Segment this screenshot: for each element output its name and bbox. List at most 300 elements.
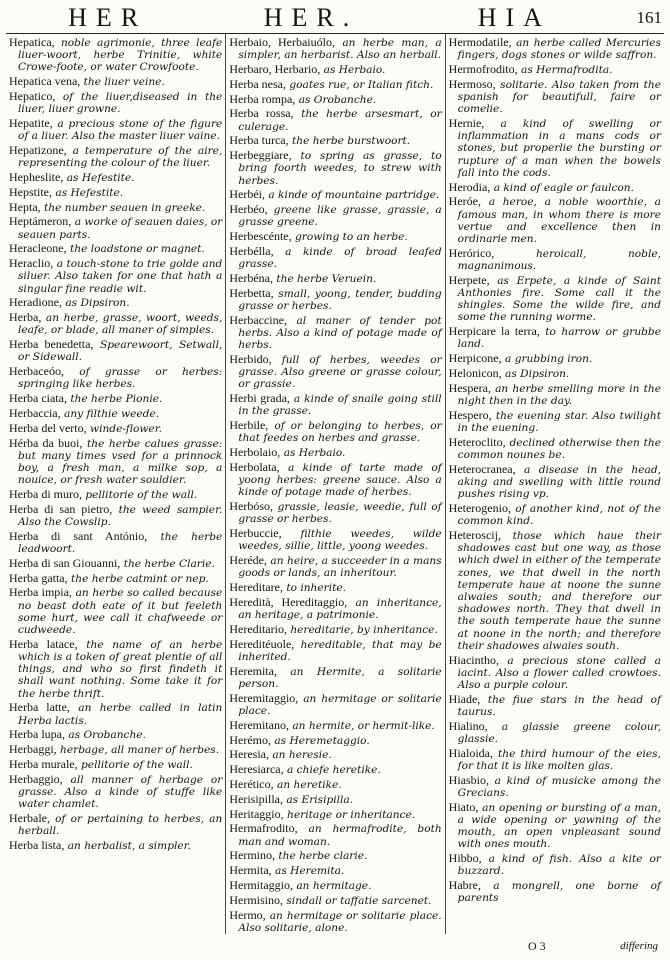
entry-definition: winde-flower. [90,422,162,435]
dictionary-entry [449,774,661,799]
entry-definition: an heire, a succeeder in a mans goods or lands, an inheritour. [238,555,442,580]
entry-headword: Hernie, [448,116,485,130]
entry-headword: Herpicare la terra, [448,324,540,339]
dictionary-entry [9,242,222,255]
entry-definition: as Herbaio. [283,447,346,460]
entry-headword: Hermodatile, [448,35,512,49]
dictionary-entry [9,638,222,700]
entry-definition: the herbe burstwoort. [292,135,411,148]
dictionary-entry [9,530,222,555]
entry-definition: an inheritance, an heritage, a patrimonie. [238,596,442,622]
dictionary-entry [449,720,661,745]
dictionary-entry [229,734,441,747]
entry-definition: the fiue stars in the head of taurus. [457,693,661,719]
entry-definition: solitarie. Also taken from the spanish for beautifull, faire or comelie. [457,78,661,116]
entry-definition: as Erpete, a kinde of Saint Anthonies fire. Some call it the shingles. Some the wilde fire, and some the running worme. [457,274,661,324]
entry-headword: Herba di san pietro, [9,501,113,516]
entry-headword: Hepta, [9,199,41,214]
dictionary-entry [229,554,441,579]
dictionary-entry [229,500,441,525]
entry-definition: a glassie greene colour, glassie. [457,720,661,746]
dictionary-entry [449,502,661,527]
entry-definition: a kind of musicke among the Grecians. [457,774,661,800]
entry-definition: an hermite, or hermit-like. [292,719,435,732]
entry-definition: the weed sampier. Also the Cowslip. [18,503,223,528]
entry-headword: Hiacintho, [448,652,499,667]
entry-headword: Hespera, [448,380,491,395]
dictionary-entry [229,419,441,444]
column-3 [445,34,664,934]
entry-headword: Herba di san Giouanni, [9,555,121,570]
entry-headword: Herba del verto, [9,420,87,435]
dictionary-entry [449,436,661,461]
entry-definition: a kinde of snaile going still in the grasse. [238,393,442,418]
entry-headword: Herba rossa, [229,106,294,121]
entry-headword: Herórico, [448,245,495,260]
dictionary-entry [9,503,222,528]
entry-headword: Heresiarca, [229,762,284,777]
dictionary-entry [9,144,222,169]
dictionary-entry [9,773,222,811]
dictionary-entry [9,437,222,487]
entry-definition: the liuer veine. [83,76,165,89]
dictionary-entry [229,692,441,717]
dictionary-entry [449,654,661,692]
entry-definition: as Hefestite. [55,186,124,199]
entry-headword: Heróe, [448,194,481,209]
entry-headword: Hiato, [448,799,479,814]
entry-definition: an heretike. [277,778,342,791]
entry-definition: to harrow or grubbe land. [457,326,661,351]
dictionary-entry [229,822,441,847]
entry-headword: Herbaceóo, [9,364,64,379]
entry-headword: Heremitano, [229,717,289,732]
entry-headword: Herisipilla, [229,791,283,806]
entry-definition: to inherite. [286,582,346,595]
dictionary-entry [449,274,661,324]
entry-headword: Herbaio, Herbaiuólo, [229,35,335,49]
entry-headword: Heteroclito, [448,434,506,449]
entry-definition: as Orobanche. [68,729,146,742]
entry-definition: an hermitage or solitarie place. Also solitarie, alone. [238,909,442,934]
entry-headword: Heremita, [229,663,277,678]
dictionary-entry [229,808,441,821]
entry-definition: growing to an herbe. [295,231,408,244]
entry-headword: Herbaggi, [9,742,57,757]
entry-headword: Hereditario, [229,621,287,636]
entry-headword: Hiade, [448,691,481,706]
entry-headword: Herbélla, [229,243,274,258]
dictionary-entry [449,78,661,116]
entry-definition: the number seauen in greeke. [44,201,206,214]
entry-headword: Hermo, [229,907,266,922]
column-1 [6,34,225,934]
entry-headword: Hermita, [229,863,272,878]
entry-headword: Herbeggiare, [229,148,292,163]
entry-definition: heroicall, noble, magnanimous. [457,247,661,273]
dictionary-entry [9,338,222,363]
entry-headword: Heremitaggio, [229,690,299,705]
entry-definition: an herbe called Mercuries fingers, dogs stones or wilde saffron. [457,37,661,62]
entry-definition: an herbe so called because no beast doth eate of it but feeleth some hurt, wee call it chafweede or cudweede. [18,587,223,636]
dictionary-entry [229,134,441,147]
entry-headword: Hermisino, [229,892,283,907]
dictionary-entry [449,529,661,652]
dictionary-entry [9,201,222,214]
dictionary-entry [449,693,661,718]
entry-headword: Hérba da buoi, [9,435,83,450]
entry-definition: all manner of herbage or grasse. Also a kinde of stuffe like water chamlet. [18,773,223,811]
dictionary-entry [449,747,661,772]
header-right-word: HIA [477,3,551,32]
dictionary-entry [9,407,222,420]
dictionary-entry [449,195,661,245]
entry-definition: filthie weedes, wilde weedes, sillie, little, yoong weedes. [238,528,442,553]
entry-definition: as Heremetaggio. [274,734,370,747]
dictionary-entry [9,296,222,309]
page-number: 161 [636,8,662,27]
entry-definition: the herbe Veruein. [276,272,377,285]
entry-headword: Herpicone, [448,351,502,366]
entry-headword: Hialino, [448,718,488,733]
entry-headword: Heterogenio, [448,501,511,516]
dictionary-entry [229,596,441,621]
entry-definition: the herbe Clarie. [123,557,215,570]
entry-definition: a temperature of the aire, representing the colour of the liuer. [18,145,223,170]
entry-headword: Herbéo, [229,202,268,217]
dictionary-entry [229,78,441,91]
catchword: differing [620,940,658,952]
entry-definition: an herbe, grasse, woort, weeds, leafe, or blade, all maner of simples. [18,312,223,337]
entry-definition: of another kind, not of the common kind. [457,503,661,528]
dictionary-entry [229,665,441,690]
dictionary-entry [9,171,222,184]
dictionary-entry [229,864,441,877]
dictionary-entry [229,909,441,934]
entry-headword: Habre, [448,878,481,893]
entry-headword: Herbetta, [229,285,274,300]
entry-headword: Herba rompa, [229,91,296,106]
dictionary-entry [9,117,222,142]
entry-headword: Herbaro, Herbario, [229,62,321,76]
entry-definition: goates rue, or Italian fitch. [289,78,434,91]
entry-headword: Herba di muro, [9,486,82,501]
entry-headword: Heredità, Hereditaggio, [229,594,348,609]
entry-definition: the herbe calues grasse: but many times vsed for a prinnock boy, a fresh man, a milke sop, a nouice, or fresh water souldier. [18,437,223,487]
entry-definition: full of herbes, weedes or grasse. Also greene or grasse colour, or grassie. [238,353,442,391]
dictionary-entry [229,719,441,732]
entry-headword: Heritaggio, [229,806,284,821]
entry-definition: an heresie. [272,749,332,762]
entry-definition: as Heremita. [275,865,345,878]
entry-definition: a touch-stone to trie golde and siluer. Also taken for one that hath a singular fine readie wit. [18,258,223,295]
dictionary-entry [229,314,441,352]
entry-headword: Herodia, [448,179,491,194]
entry-headword: Herbi grada, [229,391,290,406]
entry-definition: a kind of swelling or inflammation in a mans cods or stones, but properlie the bursting or rupture of a man when the bowels fall into the cods. [457,118,661,179]
entry-headword: Hepatite, [9,116,53,130]
dictionary-entry [449,247,661,272]
entry-definition: as Erisipilla. [286,793,354,806]
entry-definition: of the liuer,diseased in the liuer, liuer growne. [18,91,223,116]
dictionary-entry [229,272,441,285]
dictionary-entry [449,63,661,76]
entry-headword: Herba lupa, [9,727,65,742]
dictionary-entry [9,701,222,726]
entry-definition: hereditarie, by inheritance. [290,623,438,636]
dictionary-entry [229,230,441,243]
entry-definition: an hermitage or solitarie place. [238,692,442,717]
dictionary-entry [229,245,441,270]
dictionary-entry [229,392,441,417]
page-footer [0,936,670,956]
entry-definition: an herbalist, a simpler. [67,839,191,852]
dictionary-entry [229,879,441,892]
entry-definition: a disease in the head, aking and swelling with little round pushes rising vp. [457,463,661,501]
entry-headword: Herémo, [229,732,271,747]
entry-headword: Heterocranea, [448,461,516,476]
entry-definition: of or pertaining to herbes, an herball. [18,812,223,838]
entry-headword: Herba turca, [229,133,289,148]
dictionary-entry [229,778,441,791]
entry-definition: as Herbaio. [323,64,386,76]
entry-definition: a grubbing iron. [505,353,593,366]
dictionary-entry [449,117,661,179]
entry-definition: a kinde of mountaine partridge. [268,189,440,202]
dictionary-entry [229,188,441,201]
dictionary-entry [9,812,222,837]
entry-definition: as Hefestite. [66,172,135,184]
entry-definition: of or belonging to herbes, or that feedes on herbes and grasse. [238,420,442,445]
entry-headword: Heptámeron, [9,214,72,229]
entry-headword: Herbolaio, [229,445,281,460]
entry-definition: the third humour of the eies, for that it is like molten glas. [457,747,661,773]
entry-definition: the euening star. Also twilight in the euening. [457,409,661,435]
entry-headword: Herbale, [9,810,50,825]
entry-headword: Herbéna, [229,270,273,285]
entry-headword: Hereditéuole, [229,636,295,651]
dictionary-entry [9,572,222,585]
dictionary-entry [449,36,661,61]
dictionary-entry [9,311,222,336]
dictionary-entry [9,186,222,199]
dictionary-entry [9,215,222,240]
dictionary-entry [449,801,661,851]
entry-headword: Herba di sant António, [9,528,148,543]
dictionary-entry [9,839,222,852]
entry-definition: a mongrell, one borne of parents [457,880,661,905]
dictionary-entry [449,382,661,407]
dictionary-entry [229,849,441,862]
entry-headword: Herba impia, [9,585,72,600]
dictionary-entry [229,748,441,761]
entry-headword: Hermino, [229,848,275,863]
entry-headword: Hespero, [448,407,492,422]
dictionary-entry [449,352,661,365]
entry-definition: a kinde of tarte made of yoong herbes: greene sauce. Also a kinde of potage made of herbes. [238,461,442,499]
entry-headword: Herba lista, [9,837,65,852]
dictionary-entry [229,353,441,391]
entry-headword: Heteroscij, [448,528,501,543]
entry-definition: Spearewoort, Setwall, or Sidewall. [18,339,223,364]
entry-headword: Herba ciata, [9,391,67,406]
entry-headword: Hepatizone, [9,143,67,157]
running-header [6,4,664,34]
entry-definition: an herbe called in latin Herba lactis. [18,702,223,727]
entry-definition: the herbe leadwoort. [18,530,223,555]
entry-headword: Hiasbio, [448,772,489,787]
entry-headword: Herba nesa, [229,76,286,91]
entry-definition: noble agrimonie, three leafe liuer-woort, herbe Trinitie, white Crowe-foote, or water Crowfoote. [18,37,223,74]
dictionary-entry [229,63,441,76]
entry-headword: Herbile, [229,418,269,433]
entry-definition: small, yoong, tender, budding grasse or herbes. [238,287,442,312]
entry-definition: declined otherwise then the common nounes be. [457,436,661,462]
header-left-word: HER [68,3,148,32]
entry-definition: an hermafrodite, both man and woman. [238,823,442,848]
entry-definition: any filthie weede. [64,407,160,420]
entry-headword: Herpete, [448,272,490,287]
dictionary-entry [229,107,441,132]
dictionary-entry [229,36,441,61]
entry-headword: Heradione, [9,295,62,310]
dictionary-entry [449,852,661,877]
dictionary-entry [9,90,222,115]
dictionary-entry [449,879,661,904]
dictionary-entry [9,743,222,756]
dictionary-entry [229,793,441,806]
entry-headword: Herba murale, [9,756,78,771]
entry-definition: a kind of fish. Also a kite or buzzard. [457,853,661,878]
dictionary-entry [229,446,441,459]
dictionary-entry [229,93,441,106]
entry-definition: an herbe man, a simpler, an herbarist. Also an herball. [238,37,442,62]
dictionary-entry [229,894,441,907]
entry-headword: Herético, [229,776,274,791]
entry-definition: al maner of tender pot herbs. Also a kind of potage made of herbs. [238,314,442,352]
dictionary-entry [9,257,222,295]
entry-definition: a precious stone of the figure of a liuer. Also the master liuer vaine. [18,118,223,143]
dictionary-entry [449,325,661,350]
dictionary-entry [9,488,222,501]
entry-headword: Helonicon, [448,366,502,381]
entry-headword: Heraclio, [9,256,54,271]
dictionary-entry [229,623,441,636]
dictionary-entry [229,527,441,552]
entry-headword: Hermoso, [448,76,496,91]
entry-definition: a worke of seauen daies, or seauen parts. [18,216,223,241]
dictionary-entry [9,422,222,435]
entry-definition: grassie, leasie, weedie, full of grasse or herbes. [238,501,442,526]
dictionary-entry [9,36,222,74]
dictionary-entry [229,149,441,187]
entry-definition: an opening or bursting of a man, a wide opening or yawning of the mouth, an open vnpleasant sound with ones mouth. [457,801,661,851]
entry-headword: Herba latte, [9,700,70,715]
entry-headword: Hereditare, [229,580,283,595]
dictionary-entry [9,557,222,570]
dictionary-entry [449,367,661,380]
dictionary-entry [9,728,222,741]
dictionary-entry [449,409,661,434]
entry-definition: heritage or inheritance. [287,808,416,821]
dictionary-entry [229,581,441,594]
entry-headword: Heréde, [229,553,267,568]
dictionary-entry [229,461,441,499]
entry-headword: Herbuccie, [229,526,282,541]
entry-definition: a precious stone called a iacint. Also a flower called crowtoes. Also a purple colour. [457,654,661,692]
entry-headword: Hepatico, [9,89,56,103]
entry-headword: Hepstite, [9,184,52,199]
entry-headword: Hibbo, [448,851,482,866]
entry-definition: a heroe, a noble woorthie, a famous man, in whom there is more vertue and excellence then in ordinarie men. [457,196,661,246]
entry-definition: the herbe arsesmart, or culerage. [238,108,442,133]
dictionary-entry [449,181,661,194]
entry-definition: greene like grasse, grassie, a grasse greene. [238,204,442,229]
entry-headword: Herbescénte, [229,229,292,244]
entry-headword: Herbido, [229,351,272,366]
entry-definition: an herbe smelling more in the night then in the day. [457,382,661,408]
entry-definition: the herbe catmint or nep. [71,572,209,585]
entry-definition: the name of an herbe which is a token of great plentie of all things, and who so first findeth it shall want nothing. Some take it for the herbe thrift. [18,638,223,700]
entry-definition: sindall or taffatie sarcenet. [286,894,432,907]
dictionary-entry [229,203,441,228]
entry-definition: those which haue their shadowes cast but one way, as those which dwel in either of the temperate zones, we that dwell in the north temperate haue at noone the sunne alwaies south; and therefore our shadowes north. They that dwell in the south temperate haue the sunne at noone in the north; and therefore their shadowes alwaies south. [457,530,661,652]
entry-definition: a chiefe heretike. [287,764,381,777]
entry-definition: pellitorie of the wall. [85,488,198,501]
entry-headword: Hialoida, [448,745,493,760]
entry-definition: to spring as grasse, to bring foorth weedes, to strew with herbes. [238,150,442,187]
entry-headword: Herbóso, [229,499,273,514]
header-middle-word: HER. [263,3,359,32]
dictionary-entry [9,75,222,88]
entry-headword: Herba benedetta, [9,337,94,352]
dictionary-entry [9,392,222,405]
signature-mark: O 3 [528,939,546,953]
dictionary-entry [229,638,441,663]
entry-definition: as Hermafrodita. [521,64,613,76]
entry-headword: Herbaggio, [9,771,63,786]
entry-definition: the herbe Pionie. [70,393,163,406]
entry-columns [6,34,664,934]
entry-headword: Herbaccia, [9,405,61,420]
entry-definition: an Hermite, a solitarie person. [238,665,442,690]
entry-definition: the herbe clarie. [278,850,368,863]
entry-headword: Herba latace, [9,636,78,651]
dictionary-entry [9,758,222,771]
entry-definition: as Dipsiron. [505,368,570,381]
entry-headword: Heracleone, [9,241,67,256]
entry-headword: Hepheslite, [9,170,64,184]
entry-headword: Heresia, [229,747,269,762]
dictionary-entry [449,463,661,501]
entry-definition: herbage, all maner of herbes. [60,744,220,757]
entry-headword: Hepatica vena, [9,74,81,89]
dictionary-entry [229,763,441,776]
entry-headword: Hermitaggio, [229,877,293,892]
entry-definition: a kind of eagle or faulcon. [493,181,634,194]
dictionary-entry [9,365,222,390]
entry-definition: pellitorie of the wall. [81,758,193,771]
dictionary-entry [229,287,441,312]
entry-headword: Herbéi, [229,187,265,202]
entry-definition: as Dipsiron. [65,297,130,310]
dictionary-entry [9,586,222,636]
entry-definition: a kinde of broad leafed grasse. [238,245,442,271]
entry-headword: Hermofrodito, [448,62,518,76]
entry-headword: Hermafrodito, [229,821,298,836]
entry-headword: Herba, [9,310,42,325]
entry-definition: hereditable, that may be inherited. [238,638,442,663]
